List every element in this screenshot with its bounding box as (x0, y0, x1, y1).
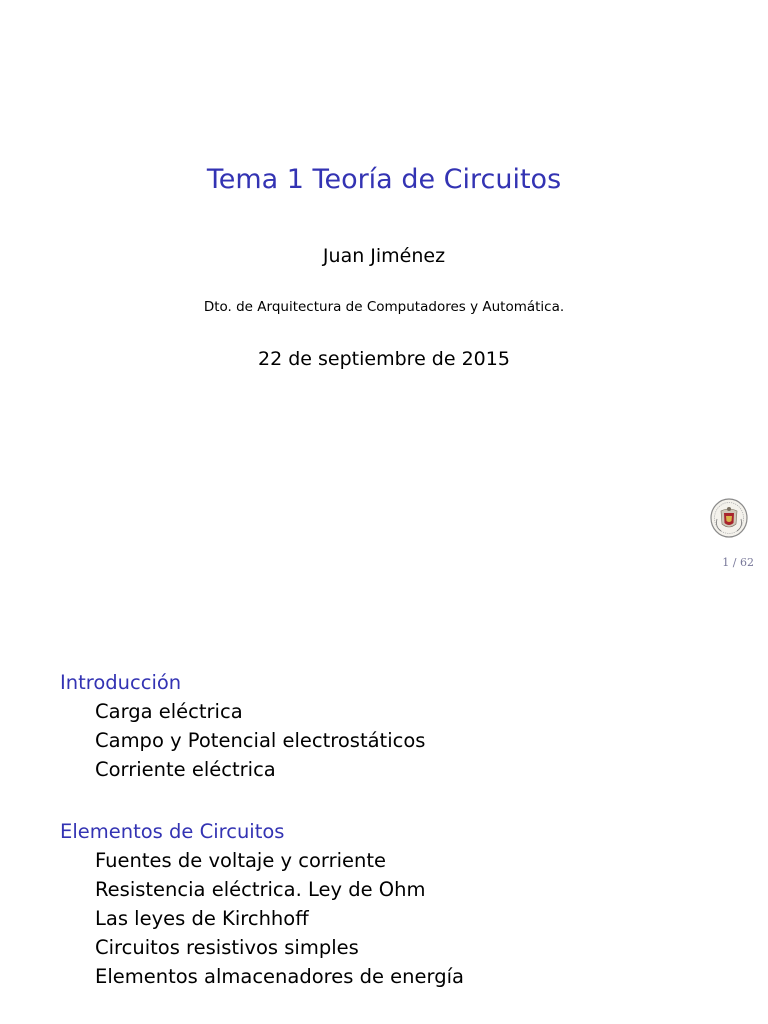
page-number: 1 / 62 (722, 556, 754, 569)
presentation-title: Tema 1 Teoría de Circuitos (206, 164, 562, 195)
author-name: Juan Jiménez (322, 245, 446, 267)
subsection-item[interactable]: Resistencia eléctrica. Ley de Ohm (95, 878, 426, 901)
section-title[interactable]: Introducción (60, 671, 182, 694)
outline-slide (0, 596, 768, 1024)
subsection-item[interactable]: Carga eléctrica (95, 700, 243, 723)
table-of-contents (60, 668, 464, 1024)
section-title[interactable]: Elementos de Circuitos (60, 820, 285, 843)
subsection-item[interactable]: Fuentes de voltaje y corriente (95, 849, 387, 872)
subsection-list (60, 697, 464, 784)
toc-section-introduccion (60, 668, 464, 784)
subsection-item[interactable]: Corriente eléctrica (95, 758, 276, 781)
university-seal-icon (709, 497, 749, 539)
subsection-item[interactable]: Campo y Potencial electrostáticos (95, 729, 426, 752)
institute-name: Dto. de Arquitectura de Computadores y Automática. (203, 299, 565, 315)
subsection-item[interactable]: Las leyes de Kirchhoff (95, 907, 309, 930)
subsection-item[interactable]: Elementos almacenadores de energía (95, 965, 464, 988)
subsection-item[interactable]: Circuitos resistivos simples (95, 936, 359, 959)
subsection-list (60, 846, 464, 991)
toc-section-elementos (60, 817, 464, 991)
presentation-date: 22 de septiembre de 2015 (258, 348, 510, 370)
